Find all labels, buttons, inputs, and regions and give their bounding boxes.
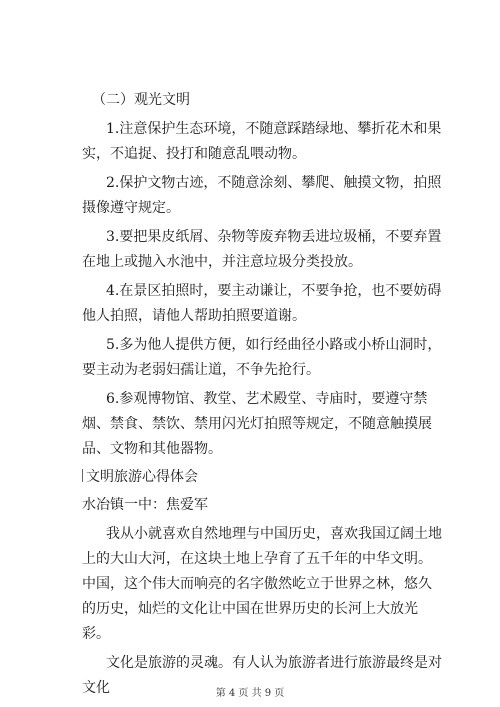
essay-title: 文明旅游心得体会 [86, 469, 198, 485]
essay-paragraph: 我从小就喜欢自然地理与中国历史，喜欢我国辽阔土地上的大山大河，在这块土地上孕育了五千年的中华文明。中国，这个伟大而响亮的名字傲然屹立于世界之林，悠久的历史，灿烂的文化让中国在世界历史的长河上大放光彩。 [82, 526, 442, 642]
rule-item: 2.保护文物古迹，不随意涂刻、攀爬、触摸文物，拍照摄像遵守规定。 [82, 175, 442, 216]
page-footer: 第 4 页 共 9 页 [215, 688, 285, 699]
rule-item: 1.注意保护生态环境，不随意踩踏绿地、攀折花木和果实，不追捉、投打和随意乱喂动物。 [82, 121, 442, 162]
rule-item: 6.参观博物馆、教堂、艺术殿堂、寺庙时，要遵守禁烟、禁食、禁饮、禁用闪光灯拍照等规定，不随意触摸展品、文物和其他器物。 [82, 391, 432, 457]
document-body [82, 88, 442, 701]
rule-item: 4.在景区拍照时，要主动谦让，不要争抢，也不要妨碍他人拍照，请他人帮助拍照要道谢。 [82, 283, 442, 324]
rule-item: 3.要把果皮纸屑、杂物等废弃物丢进垃圾桶，不要弃置在地上或抛入水池中，并注意垃圾分类投放。 [82, 229, 442, 270]
rule-item: 5.多为他人提供方便，如行经曲径小路或小桥山洞时，要主动为老弱妇孺让道，不争先抢行。 [82, 337, 442, 378]
text-cursor [82, 469, 83, 482]
section-heading: （二）观光文明 [92, 92, 190, 108]
essay-title-line [82, 465, 442, 490]
author-line: 水冶镇一中：焦爱军 [82, 497, 208, 513]
essay-paragraph: 文化是旅游的灵魂。有人认为旅游者进行旅游最终是对文化 [82, 655, 442, 696]
